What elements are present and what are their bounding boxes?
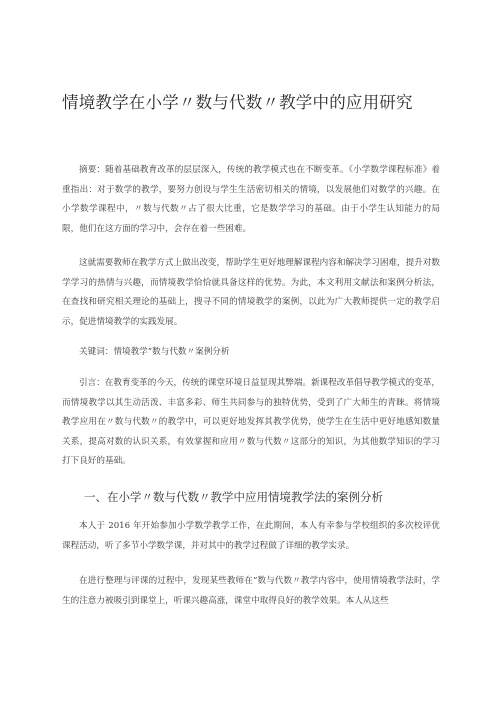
keywords-line: 关键词：情境教学”数与代数〃案例分析 — [79, 347, 230, 357]
body-paragraph-2: 在进行整理与评课的过程中，发现某些教师在”数与代数〃教学内容中，使用情境教学法时，学生的注意力被吸引到课堂上，听课兴趣高涨，课堂中取得良好的教学效果。本人从这些 — [62, 576, 440, 606]
body-paragraph-1: 本人于 2016 年开始参加小学数学教学工作，在此期间，本人有幸参与学校组织的多次校评优课程活动，听了多节小学数学课，并对其中的教学过程做了详细的教学实录。 — [62, 521, 440, 551]
document-title: 情境教学在小学〃数与代数〃教学中的应用研究 — [62, 93, 413, 112]
abstract-continuation-paragraph: 这就需要教师在教学方式上做出改变，帮助学生更好地理解课程内容和解决学习困难，提升对数学学习的热情与兴趣，而情境教学恰恰就具备这样的优势。为此，本文利用文献法和案例分析法，在查找和研究相关理论的基础上，搜寻不同的情境教学的案例，以此为广大教师提供一定的教学启示，促进情境教学的实践发展。 — [62, 258, 440, 327]
abstract-paragraph: 摘要：随着基础教育改革的层层深入，传统的教学模式也在不断变革。《小学数学课程标准》着重指出：对于数学的教学，要努力创设与学生生活密切相关的情境，以发展他们对数学的兴趣。在小学数学课程中，〃数与代数〃占了很大比重，它是数学学习的基础。由于小学生认知能力的局限，他们在这方面的学习中，会存在着一些困难。 — [62, 165, 440, 234]
section-1-heading: 一、在小学〃数与代数〃教学中应用情境教学法的案例分析 — [84, 490, 383, 504]
introduction-paragraph: 引言：在教育变革的今天，传统的课堂环境日益显现其弊端。新课程改革倡导教学模式的变革，而情境教学以其生动活泼、丰富多彩、师生共同参与的独特优势，受到了广大师生的青睐。将情境教学应用在〃数与代数〃的教学中，可以更好地发挥其教学优势，使学生在生活中更好地感知数量关系，提高对数的认识关系，有效掌握和应用〃数与代数〃这部分的知识，为其他数学知识的学习打下良好的基础。 — [62, 378, 440, 466]
